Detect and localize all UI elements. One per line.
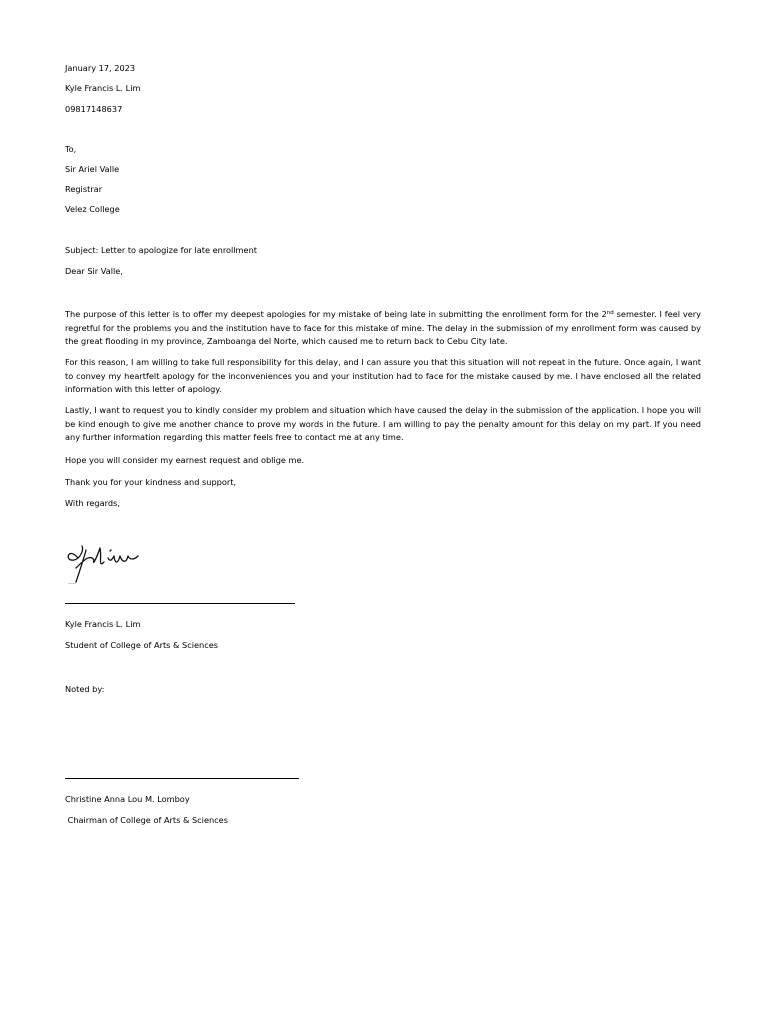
body-paragraph-1 xyxy=(65,308,701,349)
body-paragraph-2: For this reason, I am willing to take full responsibility for this delay, and I can assure you that this situation will not repeat in the future. Once again, I want to convey my heartfelt apology for the inconveniences you and your institution had to face for the mistake caused by me. I have enclosed all the related information with this letter of apology. xyxy=(65,357,701,394)
recipient-title: Registrar xyxy=(65,184,103,194)
recipient-name: Sir Ariel Valle xyxy=(65,164,120,174)
approver-signature-line xyxy=(65,778,299,779)
noted-by-label: Noted by: xyxy=(65,684,105,694)
body-paragraph-1-text: The purpose of this letter is to offer my deepest apologies for my mistake of being late in submitting the enrollment form for the 2 xyxy=(65,309,607,319)
body-paragraph-4: Hope you will consider my earnest request and oblige me. xyxy=(65,455,305,465)
body-paragraph-1-text-cont: semester. I feel very regretful for the problems you and the institution have to face for this mistake of mine. The delay in the submission of my enrollment form was caused by the great flooding in my province, Zamboanga del Norte, which caused me to return back to Cebu City late. xyxy=(65,309,701,346)
recipient-institution: Velez College xyxy=(65,204,120,214)
letter-subject: Subject: Letter to apologize for late enrollment xyxy=(65,245,257,255)
approver-name: Christine Anna Lou M. Lomboy xyxy=(65,794,190,804)
signatory-name: Kyle Francis L. Lim xyxy=(65,619,141,629)
ordinal-superscript: nd xyxy=(606,310,614,316)
sender-phone: 09817148637 xyxy=(65,104,123,114)
letter-salutation: Dear Sir Valle, xyxy=(65,266,123,276)
letter-closing: With regards, xyxy=(65,498,120,508)
sender-name: Kyle Francis L. Lim xyxy=(65,83,141,93)
recipient-to: To, xyxy=(65,144,77,154)
signatory-role: Student of College of Arts & Sciences xyxy=(65,640,219,650)
body-paragraph-5: Thank you for your kindness and support, xyxy=(65,477,237,487)
letter-date: January 17, 2023 xyxy=(65,63,136,73)
body-paragraph-3: Lastly, I want to request you to kindly consider my problem and situation which have caused the delay in the submission of the application. I hope you will be kind enough to give me another chance to prove my words in the future. I am willing to pay the penalty amount for this delay on my part. If you need any further information regarding this matter feels free to contact me at any time. xyxy=(65,405,701,442)
approver-role: Chairman of College of Arts & Sciences xyxy=(65,815,228,825)
signature-line xyxy=(65,603,295,604)
handwritten-signature xyxy=(60,538,160,588)
